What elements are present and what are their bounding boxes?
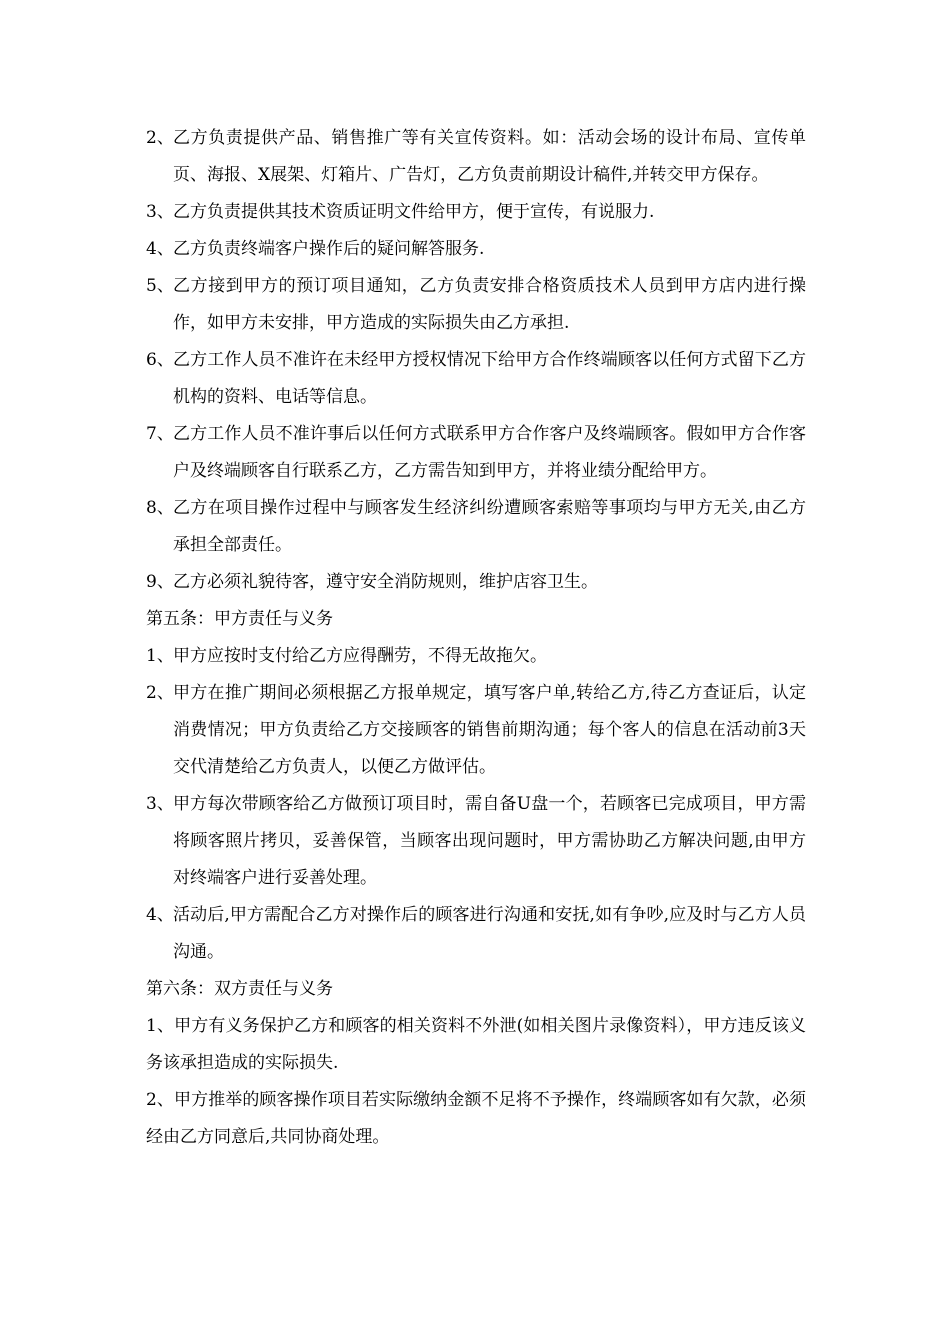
list-item — [146, 268, 806, 342]
list-item-text: 甲方在推广期间必须根据乙方报单规定，填写客户单,转给乙方,待乙方查证后，认定消费情况；甲方负责给乙方交接顾客的销售前期沟通；每个客人的信息在活动前3天交代清楚给乙方负责人，以便乙方做评估。 — [173, 683, 806, 777]
list-item — [146, 897, 806, 971]
list-item-number: 4、 — [146, 905, 174, 925]
list-item-text: 乙方负责提供产品、销售推广等有关宣传资料。如：活动会场的设计布局、宣传单页、海报、X展架、灯箱片、广告灯，乙方负责前期设计稿件,并转交甲方保存。 — [173, 128, 806, 185]
list-item — [146, 564, 806, 601]
list-item — [146, 638, 806, 675]
list-item — [146, 786, 806, 897]
list-item-text: 甲方应按时支付给乙方应得酬劳，不得无故拖欠。 — [173, 646, 547, 666]
list-item-number: 3、 — [146, 794, 174, 814]
list-item-text: 乙方接到甲方的预订项目通知，乙方负责安排合格资质技术人员到甲方店内进行操作，如甲方未安排，甲方造成的实际损失由乙方承担. — [173, 276, 806, 333]
list-item — [146, 490, 806, 564]
list-item — [146, 231, 806, 268]
list-item-text: 活动后,甲方需配合乙方对操作后的顾客进行沟通和安抚,如有争吵,应及时与乙方人员沟通。 — [173, 905, 806, 962]
list-item-text: 乙方在项目操作过程中与顾客发生经济纠纷遭顾客索赔等事项均与甲方无关,由乙方承担全部责任。 — [173, 498, 806, 555]
list-item-number: 9、 — [146, 572, 174, 592]
list-item-number: 1、 — [146, 646, 174, 666]
list-item — [146, 120, 806, 194]
list-item-number: 7、 — [146, 424, 174, 444]
list-item-number: 2、 — [146, 683, 174, 703]
list-item-text: 乙方负责终端客户操作后的疑问解答服务. — [173, 239, 485, 259]
list-item — [146, 194, 806, 231]
list-item — [146, 675, 806, 786]
list-item — [146, 342, 806, 416]
list-item-number: 3、 — [146, 202, 174, 222]
list-item-text: 乙方必须礼貌待客，遵守安全消防规则，维护店容卫生。 — [173, 572, 598, 592]
section6-heading: 第六条：双方责任与义务 — [146, 979, 333, 999]
list-item-number: 2、 — [146, 128, 174, 148]
list-item-text: 乙方工作人员不准许事后以任何方式联系甲方合作客户及终端顾客。假如甲方合作客户及终端顾客自行联系乙方，乙方需告知到甲方，并将业绩分配给甲方。 — [173, 424, 806, 481]
list-item-number: 8、 — [146, 498, 174, 518]
document-body — [146, 120, 806, 1156]
section6-paragraph: 2、甲方推举的顾客操作项目若实际缴纳金额不足将不予操作，终端顾客如有欠款，必须经由乙方同意后,共同协商处理。 — [146, 1090, 806, 1147]
list-item — [146, 416, 806, 490]
list-item-text: 乙方负责提供其技术资质证明文件给甲方，便于宣传，有说服力. — [173, 202, 655, 222]
list-item-number: 4、 — [146, 239, 174, 259]
section5-heading: 第五条：甲方责任与义务 — [146, 609, 333, 629]
section5-list — [146, 638, 806, 971]
list-item-text: 甲方每次带顾客给乙方做预订项目时，需自备U盘一个，若顾客已完成项目，甲方需将顾客照片拷贝，妥善保管，当顾客出现问题时，甲方需协助乙方解决问题,由甲方对终端客户进行妥善处理。 — [173, 794, 806, 888]
list-item-text: 乙方工作人员不准许在未经甲方授权情况下给甲方合作终端顾客以任何方式留下乙方机构的资料、电话等信息。 — [173, 350, 806, 407]
list-item-number: 6、 — [146, 350, 174, 370]
section6-paragraph: 1、甲方有义务保护乙方和顾客的相关资料不外泄(如相关图片录像资料），甲方违反该义务该承担造成的实际损失. — [146, 1016, 806, 1073]
section4-list — [146, 120, 806, 601]
list-item-number: 5、 — [146, 276, 174, 296]
